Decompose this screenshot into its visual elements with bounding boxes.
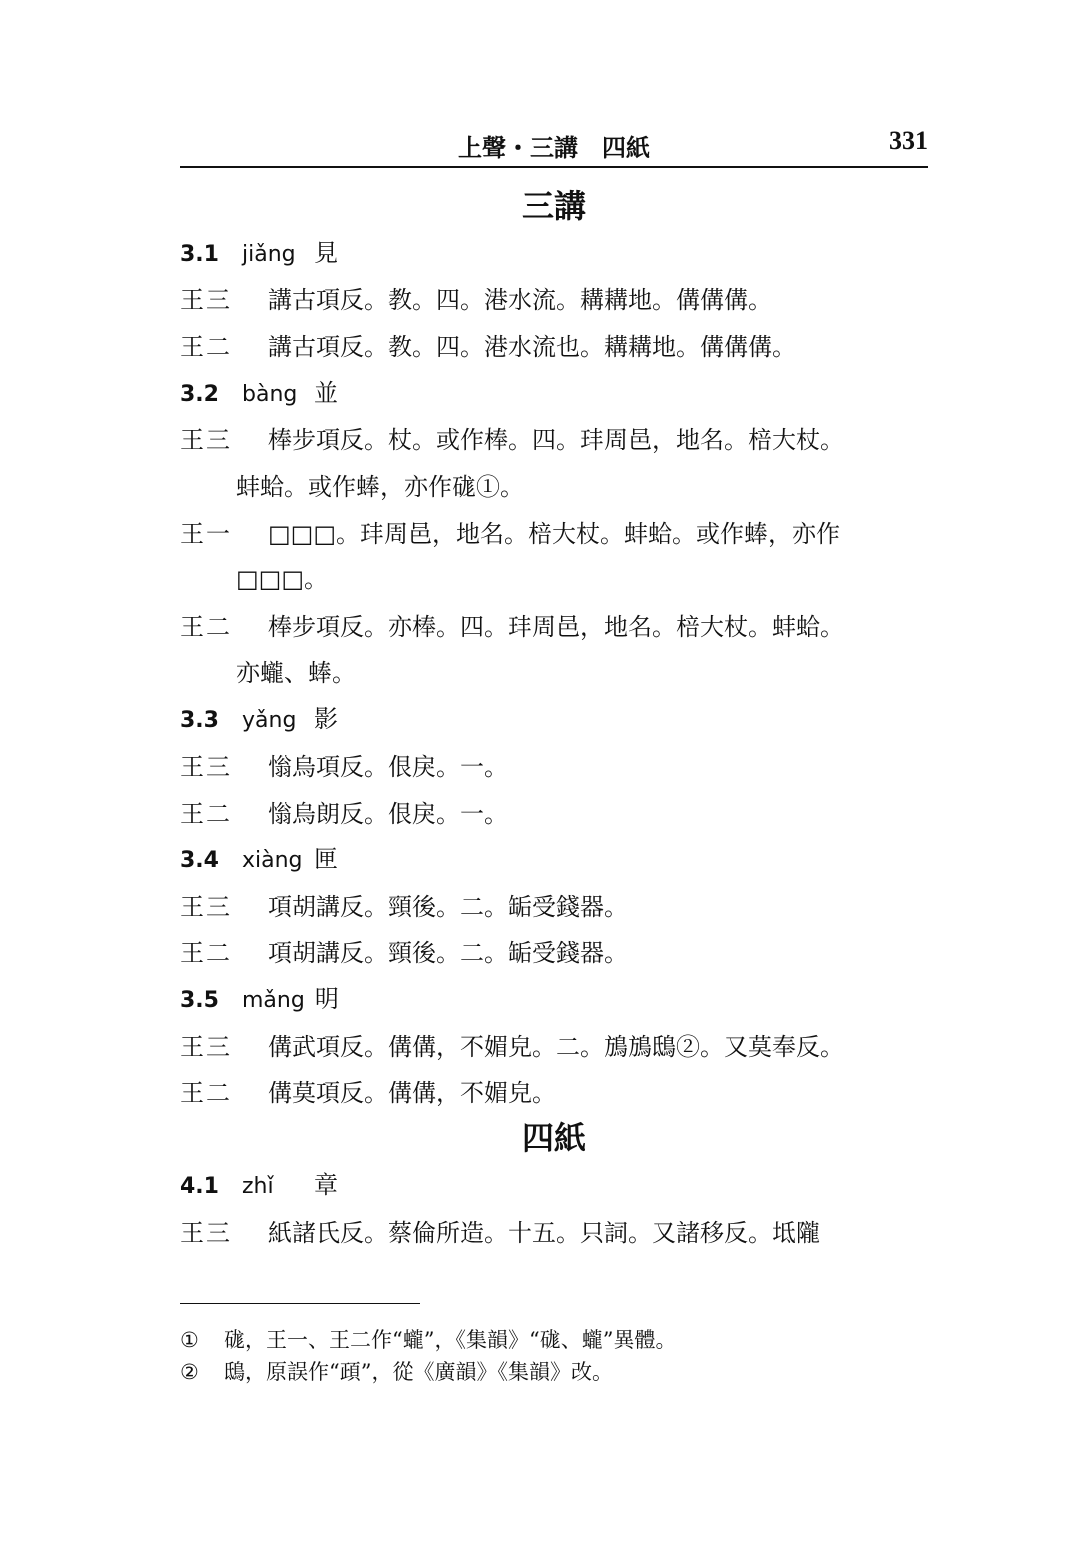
entry-pinyin: jiǎng <box>242 242 296 267</box>
entry-initial: 明 <box>314 985 339 1013</box>
page-number: 331 <box>889 126 928 155</box>
entry-initial: 章 <box>314 1171 338 1199</box>
footnote-text: 硥，王一、王二作“蠬”，《集韻》“硥、蠬”異體。 <box>224 1328 677 1352</box>
source-text: 棒步項反。亦棒。四。玤周邑，地名。棓大杖。蚌蛤。 <box>268 613 844 641</box>
entry-number: 3.1 <box>180 242 219 267</box>
source-line-continuation <box>180 557 928 601</box>
source-line <box>180 1211 928 1255</box>
source-line <box>180 792 928 836</box>
source-text-continued: □□□。 <box>236 565 329 593</box>
source-text: 棒步項反。杖。或作棒。四。玤周邑，地名。棓大杖。 <box>268 426 844 454</box>
entry-pinyin: zhǐ <box>242 1174 274 1199</box>
source-text: □□□。玤周邑，地名。棓大杖。蚌蛤。或作蜯，亦作 <box>268 520 841 548</box>
entry-initial: 影 <box>314 705 338 733</box>
section-title: 四紙 <box>521 1119 586 1157</box>
entry-number: 3.4 <box>180 848 219 873</box>
source-line-continuation <box>180 465 928 509</box>
source-text: 講古項反。教。四。港水流。耩耩地。傋傋傋。 <box>268 286 772 314</box>
entry-heading <box>180 983 928 1017</box>
entry-number: 3.5 <box>180 988 219 1013</box>
entry-heading <box>180 843 928 877</box>
source-label: 王三 <box>180 893 232 921</box>
entry-pinyin: yǎng <box>242 708 297 733</box>
source-text: 項胡講反。頸後。二。缿受錢器。 <box>268 893 628 921</box>
source-text: 慃烏朗反。佷戾。一。 <box>268 800 508 828</box>
entry-heading <box>180 703 928 737</box>
source-line <box>180 278 928 322</box>
source-line <box>180 885 928 929</box>
source-text: 傋莫項反。傋傋，不媚皃。 <box>268 1079 556 1107</box>
footnote <box>180 1324 928 1356</box>
source-text: 慃烏項反。佷戾。一。 <box>268 753 508 781</box>
entry-pinyin: xiàng <box>242 848 303 873</box>
source-line <box>180 512 928 556</box>
footnote-mark: ① <box>180 1328 199 1352</box>
source-line <box>180 745 928 789</box>
source-text: 項胡講反。頸後。二。缿受錢器。 <box>268 939 628 967</box>
entry-pinyin: bàng <box>242 382 298 407</box>
source-text-continued: 亦蠬、蜯。 <box>236 659 356 687</box>
entry-initial: 見 <box>314 239 338 267</box>
footnote <box>180 1356 928 1388</box>
section-title: 三講 <box>521 187 586 225</box>
source-label: 王三 <box>180 426 232 454</box>
entry-initial: 並 <box>314 379 338 407</box>
source-line <box>180 931 928 975</box>
source-line <box>180 325 928 369</box>
entry-initial: 匣 <box>314 845 338 873</box>
source-line <box>180 418 928 462</box>
source-line <box>180 1071 928 1115</box>
entry-heading <box>180 1169 928 1203</box>
entry-number: 3.3 <box>180 708 219 733</box>
source-text: 講古項反。教。四。港水流也。耩耩地。傋傋傋。 <box>268 333 796 361</box>
source-label: 王二 <box>180 333 232 361</box>
source-label: 王二 <box>180 613 232 641</box>
source-label: 王二 <box>180 800 232 828</box>
source-line <box>180 1025 928 1069</box>
entry-heading <box>180 377 928 411</box>
footnote-text: 鴟，原誤作“頙”，從《廣韻》《集韻》改。 <box>224 1360 613 1384</box>
source-text-continued: 蚌蛤。或作蜯，亦作硥①。 <box>236 473 524 501</box>
entry-number: 3.2 <box>180 382 219 407</box>
source-label: 王二 <box>180 939 232 967</box>
source-line-continuation <box>180 651 928 695</box>
source-text: 傋武項反。傋傋，不媚皃。二。鴋鴋鴟②。又莫奉反。 <box>268 1033 844 1061</box>
footnote-mark: ② <box>180 1360 199 1384</box>
source-label: 王三 <box>180 1219 232 1247</box>
source-label: 王三 <box>180 753 232 781</box>
running-title: 上聲・三講 四紙 <box>458 133 650 162</box>
entry-number: 4.1 <box>180 1174 219 1199</box>
page-header <box>180 122 928 168</box>
footnote-rule <box>180 1303 420 1304</box>
source-label: 王三 <box>180 286 232 314</box>
source-text: 紙諸氏反。蔡倫所造。十五。只詞。又諸移反。坻隴 <box>268 1219 820 1247</box>
source-label: 王三 <box>180 1033 232 1061</box>
source-label: 王一 <box>180 520 232 548</box>
source-line <box>180 605 928 649</box>
entry-pinyin: mǎng <box>242 988 305 1013</box>
source-label: 王二 <box>180 1079 232 1107</box>
entry-heading <box>180 237 928 271</box>
